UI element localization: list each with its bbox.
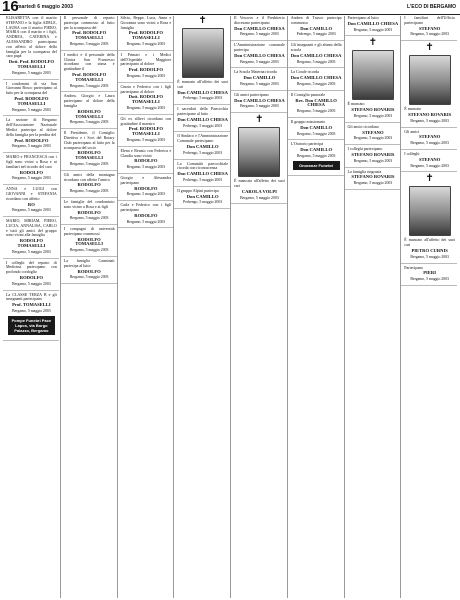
notice-place-date: Bergamo, 5 maggio 2003 [240, 59, 279, 64]
page-date: martedì 6 maggio 2003 [17, 4, 74, 10]
obituary-notice [231, 16, 287, 41]
notice-text: Gli amici [404, 128, 420, 134]
obituary-notice [288, 120, 344, 140]
deceased-name: Prof. RODOLFO TOMASELLI [14, 95, 49, 106]
notice-text: I sacerdoti della Parrocchia partecipano al lutto [177, 106, 228, 116]
deceased-name: Don CAMILLO CHIESA [347, 20, 399, 26]
notice-place-date: Bergamo, 5 maggio 2003 [410, 163, 449, 168]
notice-text: Il Consiglio pastorale [290, 91, 326, 97]
notice-place-date: Bergamo, 5 maggio 2003 [296, 109, 336, 114]
deceased-name: RODOLFO [134, 185, 158, 191]
notice-place-date: Bergamo, 5 maggio 2003 [296, 59, 336, 64]
obituary-column [287, 16, 344, 598]
portrait-photo [182, 28, 224, 78]
deceased-name: Don CAMILLO [186, 143, 219, 149]
obituary-notice [61, 94, 117, 129]
deceased-name: Don CAMILLO CHIESA [290, 75, 342, 81]
deceased-name: Prof. RODOLFO [14, 137, 49, 143]
deceased-name: Prof. RODOLFO TOMASELLI [128, 30, 163, 41]
obituary-notice [401, 43, 457, 127]
deceased-name: Don CAMILLO CHIESA [234, 97, 285, 103]
notice-place-date: Bergamo, 5 maggio 2003 [240, 81, 279, 86]
deceased-name: Dott. Prof. RODOLFO TOMASELLI [8, 59, 54, 69]
notice-text: Il Sindaco e l'Amministrazione Comunale partecipano [177, 133, 228, 144]
notice-text: Partecipano [404, 264, 424, 270]
obituary-notice [231, 93, 287, 113]
notice-place-date: Bergamo, 5 maggio 2003 [296, 153, 336, 158]
deceased-name: RODOLFO [134, 212, 158, 218]
funeral-service-ad: Pompe Funebri Pace Lapos, via Borgo Palazzo, Bergamo [8, 316, 55, 335]
notice-text: È mancato [347, 101, 365, 107]
notice-text: I familiari dell'Ufficio partecipano [404, 16, 455, 25]
newspaper-name: L'ECO DI BERGAMO [407, 4, 456, 10]
deceased-name: Prof. RODOLFO [128, 67, 163, 73]
obituary-notice [118, 85, 174, 115]
notice-text: Andrea di Trusco partecipa commosso [290, 16, 342, 25]
deceased-name: Don CAMILLO [243, 75, 276, 81]
obituary-notice [288, 43, 344, 68]
deceased-name: Don CAMILLO CHIESA [177, 116, 228, 122]
notice-place-date: Bergamo, 5 maggio 2003 [126, 41, 166, 46]
cross-icon: ✝ [198, 16, 207, 26]
obituary-notice [118, 16, 174, 51]
obituary-notice [401, 266, 457, 286]
notice-text: È mancato all'affetto dei suoi cari [177, 79, 228, 89]
deceased-name: Prof. RODOLFO TOMASELLI [72, 30, 107, 41]
notice-place-date: Bergamo, 5 maggio 2003 [296, 131, 336, 136]
notice-text: Le famiglie del condominio sono vicine a Rosa e ai figli [63, 198, 115, 209]
notice-text: I condomini di via San Giovanni Bosco partecipano al lutto per la scomparsa del [6, 80, 57, 96]
notice-text: L'Oratorio partecipa [290, 141, 324, 147]
notice-place-date: Bergamo, 5 maggio 2003 [126, 137, 166, 142]
deceased-name: STEFANO [418, 25, 441, 31]
notice-text: Gli ex allievi ricordano con gratitudine il maestro [120, 115, 172, 126]
notice-text: Il gruppo Alpini partecipa [177, 187, 219, 193]
obituary-notice [288, 70, 344, 90]
obituary-notice [174, 107, 230, 132]
notice-place-date: Bergamo, 5 maggio 2003 [240, 104, 279, 109]
obituary-notice [3, 187, 59, 217]
portrait-photo [238, 127, 280, 177]
obituary-notice [401, 174, 457, 263]
notice-place-date: Bergamo, 5 maggio 2003 [69, 216, 109, 221]
cross-icon: ✝ [255, 114, 264, 126]
obituary-notice [3, 293, 59, 341]
notice-text: Carla e Federico con i figli partecipano [120, 202, 172, 212]
notice-place-date: Bergamo, 5 maggio 2003 [410, 254, 449, 259]
deceased-name: Don CAMILLO CHIESA [177, 89, 228, 95]
obituary-notice [174, 134, 230, 159]
obituary-notice [174, 189, 230, 209]
deceased-name: Prof. RODOLFO TOMASELLI [128, 126, 163, 137]
notice-text: La sezione di Bergamo dell'Associazione Nazionale Medici partecipa al dolore della famiglia per la perdita del [6, 117, 57, 137]
notice-place-date: Bergamo, 5 maggio 2003 [126, 165, 166, 170]
obituary-notice [231, 115, 287, 204]
obituary-notice [3, 219, 59, 259]
obituary-notice [3, 118, 59, 153]
obituary-column [400, 16, 457, 598]
obituary-notice [61, 227, 117, 257]
deceased-name: Don CAMILLO [186, 193, 219, 199]
obituary-notice [345, 16, 401, 36]
page-header [0, 0, 460, 15]
obituary-notice [118, 53, 174, 83]
deceased-name: Don CAMILLO [300, 147, 333, 153]
notice-text: L'Amministrazione comunale partecipa [234, 42, 285, 52]
notice-text: La Scuola Materna ricorda [234, 69, 277, 75]
notice-place-date: Pedrengo, 5 maggio 2003 [183, 96, 223, 101]
deceased-name: Don CAMILLO [300, 124, 333, 130]
notice-text: I colleghi [404, 150, 420, 156]
obituary-notice [345, 38, 401, 122]
notice-place-date: Pedrengo, 5 maggio 2003 [183, 177, 223, 182]
notice-place-date: Bergamo, 5 maggio 2003 [69, 83, 109, 88]
obituary-notice [3, 82, 59, 117]
notice-place-date: Bergamo, 5 maggio 2003 [353, 113, 393, 118]
deceased-name: Don CAMILLO CHIESA [290, 52, 342, 58]
deceased-name: PIERI [423, 270, 436, 276]
notice-text: La Comunità parrocchiale ricorda con riconoscenza [177, 160, 228, 171]
deceased-name: RODOLFO [19, 169, 43, 175]
obituary-notice [288, 142, 344, 175]
notice-place-date: Bergamo, 5 maggio 2003 [353, 27, 393, 32]
notice-place-date: Bergamo, 5 maggio 2003 [12, 309, 51, 314]
obituary-notice [61, 259, 117, 284]
deceased-name: RODOLFO TOMASELLI [75, 150, 103, 161]
deceased-name: RODOLFO [77, 209, 101, 215]
obituary-notice [401, 16, 457, 41]
obituary-notice [61, 200, 117, 225]
deceased-name: Don CAMILLO [300, 25, 333, 31]
obituary-notice [118, 117, 174, 147]
notice-text: Gli amici della montagna ricordano con affetto l'amico [63, 171, 115, 182]
notice-text: Il personale di reparto partecipa commosso al lutto per la scomparsa del [63, 16, 115, 30]
notice-place-date: Bergamo, 5 maggio 2003 [126, 219, 166, 224]
notice-place-date: Bergamo, 5 maggio 2003 [69, 275, 109, 280]
notice-place-date: Bergamo, 5 maggio 2003 [353, 181, 393, 186]
notice-text: Giorgio e Alessandra partecipano [120, 174, 172, 185]
obituary-column [344, 16, 401, 598]
notice-text: ELISABETTA con il marito STEFANO e la figlia ADELE, LAURA con il marito PIERO, MARIA con il marito e i figli, ANDREA, CATERINA e ALESSANDRO partecipano con affetto al dolore della famiglia per la scomparsa del caro papà [6, 16, 57, 59]
notice-text: Silvia, Beppe, Luca, Anna e Giovanna sono vicini a Rosa e famiglia [120, 16, 172, 30]
obituary-column [3, 16, 59, 598]
notice-place-date: Bergamo, 5 maggio 2003 [12, 208, 51, 213]
notice-place-date: Bergamo, 5 maggio 2003 [126, 192, 166, 197]
obituary-notice [3, 16, 59, 80]
obituary-notice [3, 261, 59, 291]
notice-text: Il gruppo missionario [290, 118, 326, 124]
deceased-name: Don CAMILLO CHIESA [234, 52, 285, 58]
notice-place-date: Bergamo, 5 maggio 2003 [12, 281, 51, 286]
notice-text: MARIO, MIRIAM, PIERO, LUCIA, ANNALISA, CARLO e tutti gli amici del gruppo sono vicini alla famiglia [6, 218, 57, 238]
notice-place-date: Bergamo, 5 maggio 2003 [69, 248, 109, 253]
deceased-name: STEFANO [418, 156, 441, 162]
deceased-name: Dott. RODOLFO TOMASELLI [128, 94, 163, 105]
notice-place-date: Bergamo, 5 maggio 2003 [12, 176, 51, 181]
notice-place-date: Bergamo, 5 maggio 2003 [12, 144, 51, 149]
obituary-notice [288, 93, 344, 118]
deceased-name: STEFANO [418, 134, 441, 140]
obituary-notice [288, 16, 344, 41]
obituary-notice [3, 155, 59, 185]
deceased-name: RODOLFO TOMASELLI [75, 108, 103, 119]
notice-text: Gli amici ricordano [347, 123, 379, 129]
obituary-notice [345, 125, 401, 145]
deceased-name: Prof. RODOLFO TOMASELLI [72, 71, 107, 82]
notice-place-date: Bergamo, 5 maggio 2003 [240, 32, 279, 37]
obituary-notice [231, 43, 287, 68]
notice-place-date: Bergamo, 5 maggio 2003 [12, 249, 51, 254]
notice-text: I compagni di università partecipano commossi [63, 226, 115, 236]
notice-place-date: Pedrengo, 5 maggio 2003 [183, 150, 223, 155]
notice-place-date: Bergamo, 5 maggio 2003 [410, 32, 449, 37]
deceased-name: Rev. Don CAMILLO CHIESA [295, 97, 337, 108]
notice-text: Il Presidente, il Consiglio Direttivo e i Soci del Rotary Club partecipano al lutto per la scomparsa del socio [63, 130, 115, 150]
portrait-photo [409, 55, 451, 105]
notice-text: La famiglia ringrazia [347, 168, 382, 174]
notice-place-date: Bergamo, 5 maggio 2003 [353, 158, 393, 163]
page-number: 16 [2, 0, 19, 15]
notice-place-date: Bergamo, 5 maggio 2003 [410, 118, 449, 123]
notice-text: Elena e Renato con Federica e Claudia sono vicini [120, 147, 172, 158]
notice-place-date: Bergamo, 5 maggio 2003 [69, 120, 109, 125]
notice-place-date: Bergamo, 5 maggio 2003 [69, 41, 109, 46]
notice-text: Andrea, Giorgio e Laura partecipano al dolore della famiglia [63, 93, 115, 108]
notice-text: Gli insegnanti e gli alunni della scuola [290, 42, 342, 52]
notice-place-date: Bergamo, 5 maggio 2003 [240, 195, 279, 200]
notice-text: I medici e il personale della Clinica San Francesco ricordano con stima e gratitudine il [63, 51, 115, 72]
notice-place-date: Bergamo, 5 maggio 2003 [69, 161, 109, 166]
notice-text: È mancato all'affetto dei suoi cari [404, 237, 455, 248]
notice-place-date: Bergamo, 5 maggio 2003 [12, 107, 51, 112]
deceased-name: RODOLFO TOMASELLI [17, 238, 46, 249]
deceased-name: PIETRO CURNIS [411, 247, 448, 253]
deceased-name: STEFANO [362, 129, 384, 135]
obituary-column [60, 16, 117, 598]
notice-place-date: Bergamo, 5 maggio 2003 [126, 73, 166, 78]
obituary-column [117, 16, 174, 598]
obituary-column [230, 16, 287, 598]
notice-place-date: Bergamo, 5 maggio 2003 [126, 105, 166, 110]
notice-place-date: Bergamo, 5 maggio 2003 [296, 81, 336, 86]
notice-text: La famiglia Carminati partecipa al lutto [63, 258, 115, 268]
obituary-notice [118, 203, 174, 228]
notice-text: La Corale ricorda [290, 69, 319, 75]
notice-text: ANNA e LUIGI con GIOVANNI e STEFANIA ricordano con affetto [6, 186, 57, 201]
notice-place-date: Bergamo, 5 maggio 2003 [410, 277, 449, 282]
notice-text: I colleghi partecipano [347, 146, 383, 152]
notice-place-date: Bergamo, 5 maggio 2003 [353, 136, 393, 141]
obituary-notice [345, 147, 401, 167]
deceased-name: RODOLFO [19, 275, 43, 281]
obituary-columns [3, 16, 457, 598]
deceased-name: STEFANO ROVARIS [408, 111, 452, 117]
funeral-service-ad: Onoranze Funebri [293, 161, 340, 170]
deceased-name: Prof. TOMASELLI [12, 302, 51, 308]
deceased-name: RODOLFO [134, 158, 158, 164]
deceased-name: RO [27, 201, 35, 207]
obituary-notice [61, 53, 117, 93]
obituary-notice [118, 176, 174, 201]
obituary-notice [61, 16, 117, 51]
portrait-photo [352, 50, 394, 100]
notice-place-date: Bergamo, 5 maggio 2003 [12, 70, 51, 75]
obituary-notice [345, 170, 401, 190]
obituary-notice [61, 131, 117, 171]
cross-icon: ✝ [425, 42, 434, 54]
notice-text: È mancata all'affetto dei suoi cari [234, 178, 285, 188]
obituary-notice [61, 173, 117, 198]
deceased-name: STEFANO ROVARIS [351, 174, 395, 180]
obituary-notice [401, 152, 457, 172]
deceased-name: Don CAMILLO CHIESA [177, 171, 228, 177]
deceased-name: RODOLFO [77, 268, 101, 274]
obituary-notice [231, 70, 287, 90]
portrait-photo [409, 186, 451, 236]
notice-text: I Primari e i Medici dell'Ospedale Maggiore partecipano al dolore [120, 51, 172, 67]
notice-text: I colleghi del reparto di Medicina partecipano con profondo cordoglio [6, 259, 57, 275]
notice-text: Il Vescovo e il Presbiterio diocesano partecipano [234, 16, 285, 25]
deceased-name: RODOLFO TOMASELLI [75, 236, 103, 247]
notice-place-date: Pedrengo, 5 maggio 2003 [296, 32, 336, 37]
obituary-notice [401, 130, 457, 150]
notice-text: Partecipano al lutto [347, 16, 379, 20]
obituary-notice [174, 162, 230, 187]
obituary-notice [174, 16, 230, 105]
deceased-name: RODOLFO [77, 182, 101, 188]
notice-text: È mancato [404, 106, 422, 112]
notice-text: La CLASSE TERZA B e gli insegnanti partecipano [6, 291, 57, 302]
deceased-name: STEFANO ROVARIS [351, 107, 395, 113]
notice-text: MARIO e FRANCESCA con i figli sono vicini a Rosa e ai familiari nel ricordo del caro [6, 154, 57, 169]
deceased-name: STEFANO ROVARIS [351, 151, 395, 157]
deceased-name: CAROLA VOLPI [241, 188, 277, 194]
notice-text: Cinzia e Federico con i figli partecipano al dolore [120, 83, 172, 94]
obituary-column [173, 16, 230, 598]
notice-place-date: Bergamo, 5 maggio 2003 [410, 141, 449, 146]
notice-text: Gli amici partecipano [234, 91, 269, 97]
deceased-name: Don CAMILLO CHIESA [234, 25, 285, 31]
notice-place-date: Bergamo, 5 maggio 2003 [69, 189, 109, 194]
notice-place-date: Pedrengo, 5 maggio 2003 [183, 200, 223, 205]
notice-place-date: Pedrengo, 5 maggio 2003 [183, 123, 223, 128]
obituary-notice [118, 149, 174, 174]
cross-icon: ✝ [368, 37, 378, 49]
cross-icon: ✝ [425, 173, 434, 185]
